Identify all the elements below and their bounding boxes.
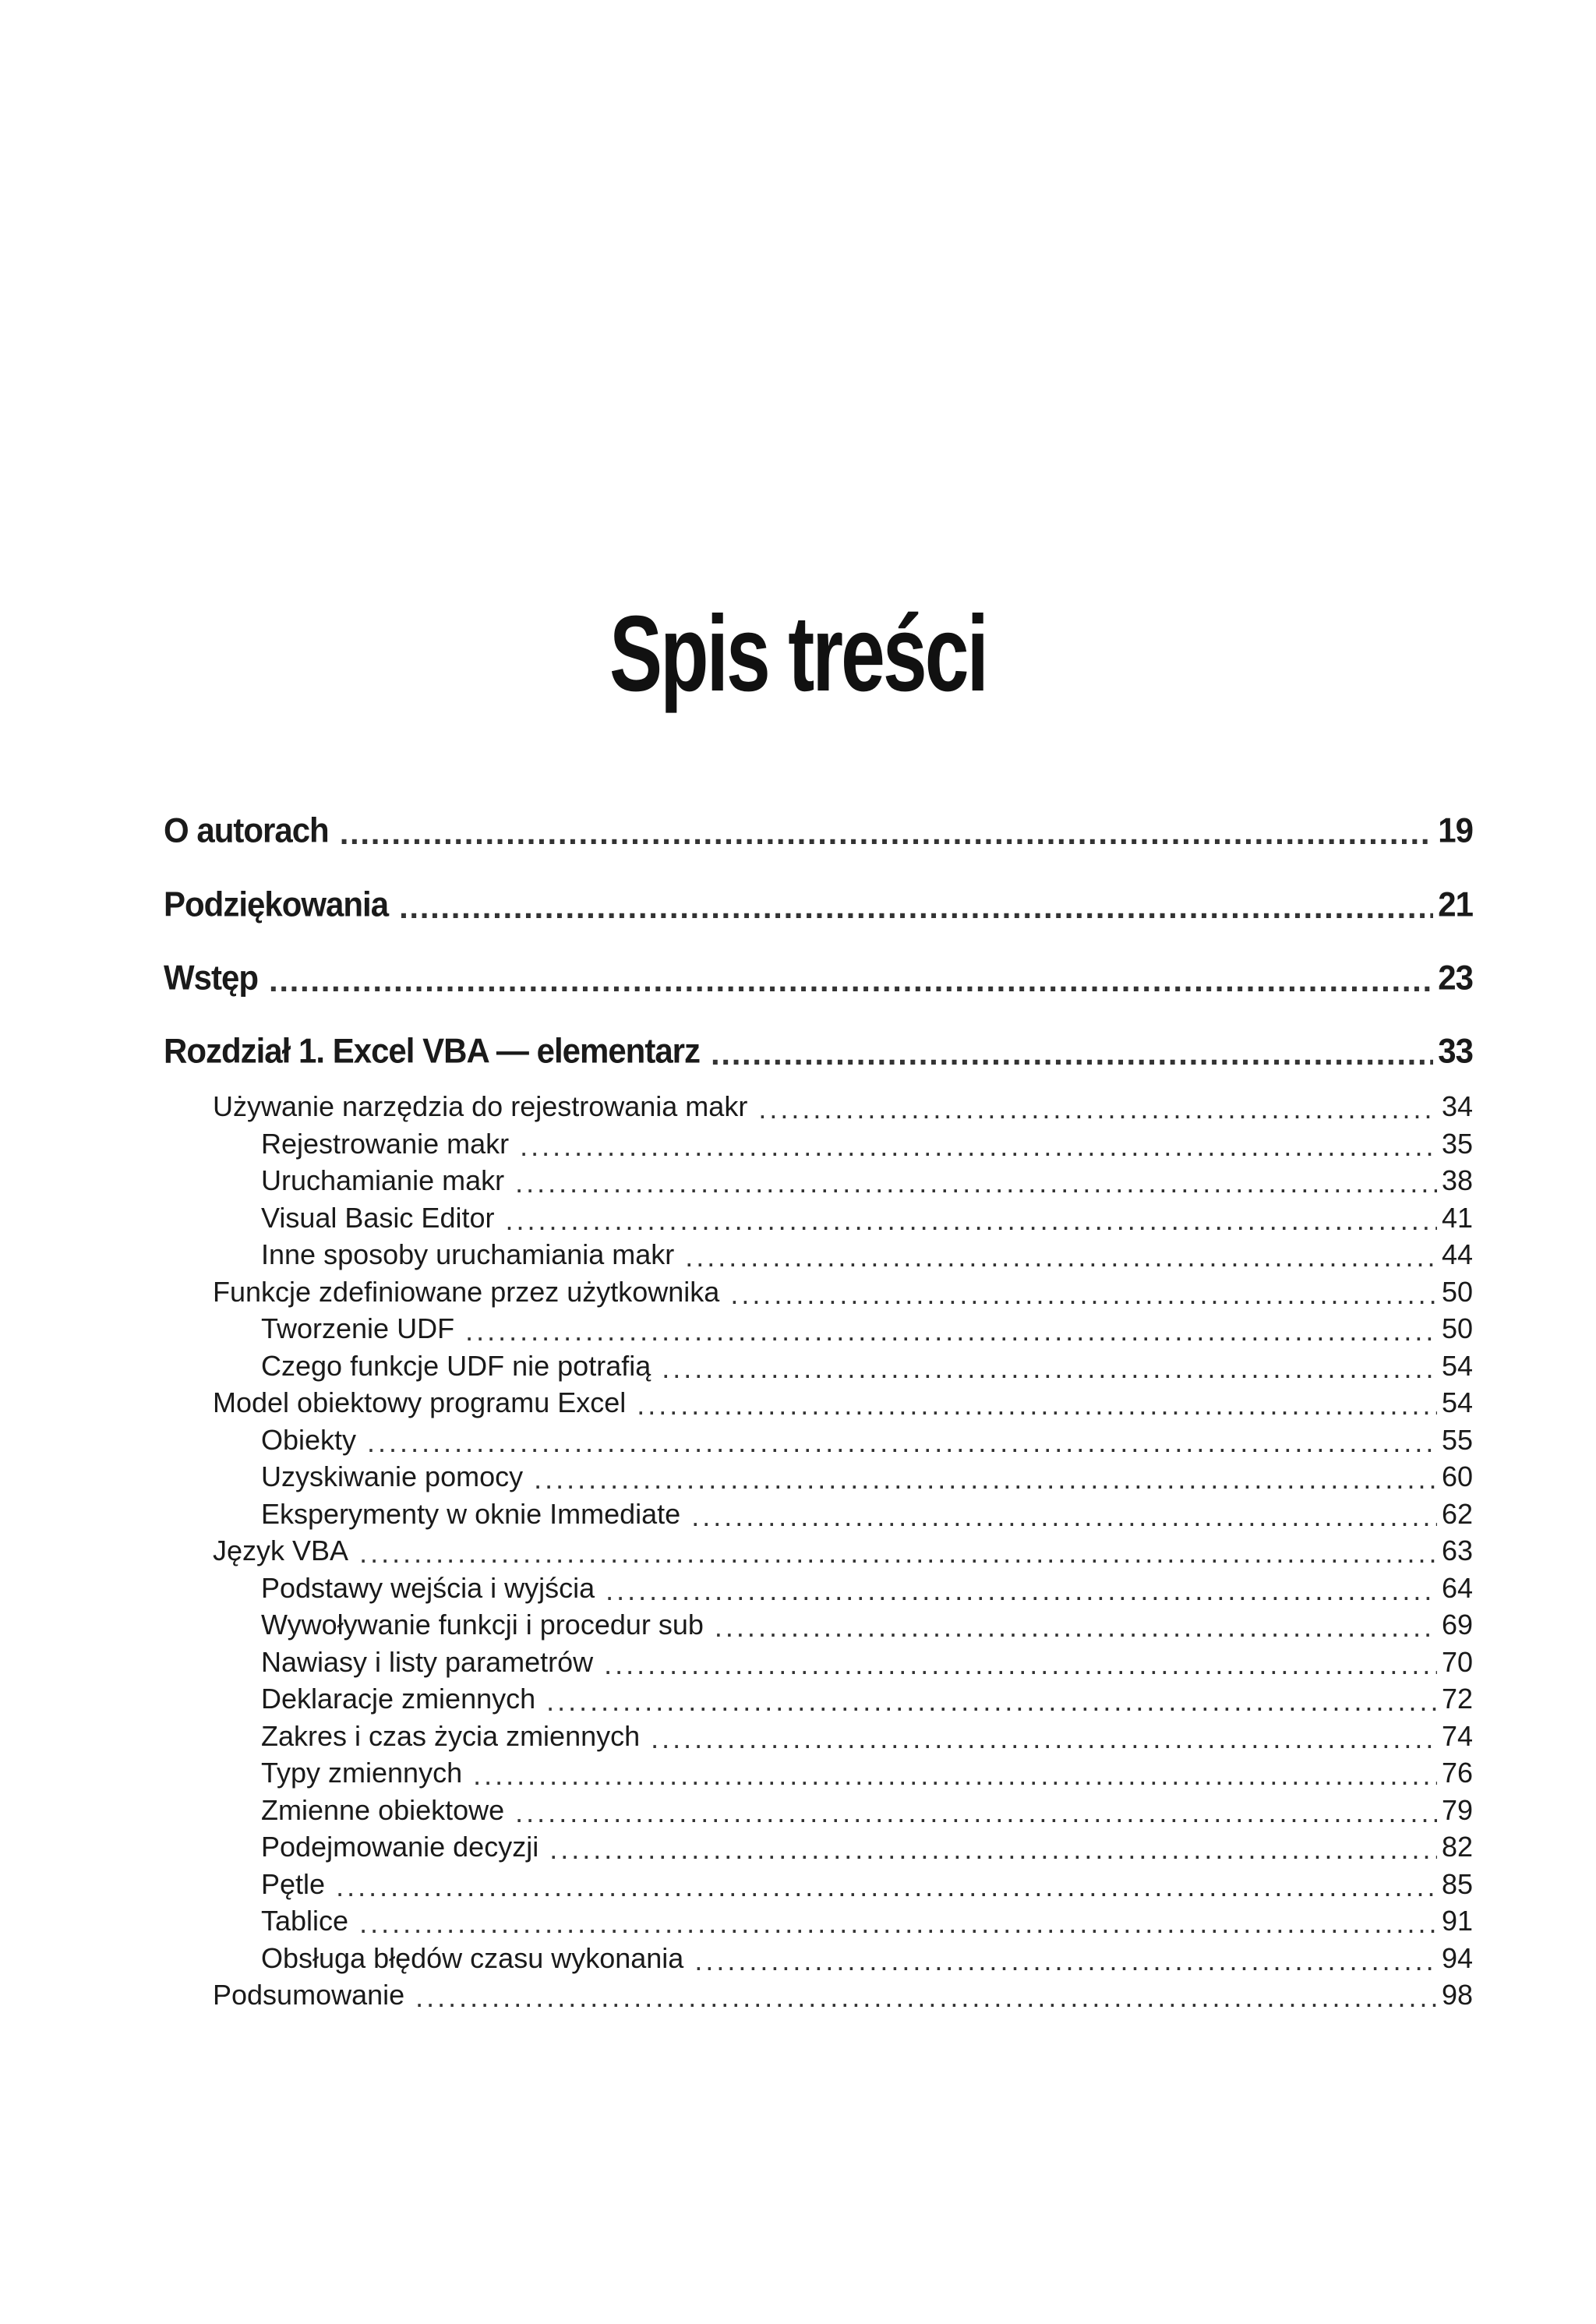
toc-entry-page: 76 [1441,1757,1473,1789]
dot-leader [515,1169,1437,1197]
toc-entry-label: Zmienne obiektowe [261,1794,505,1826]
toc-entry[interactable] [261,1831,1473,1863]
dot-leader [662,1354,1437,1383]
dot-leader [715,1613,1437,1641]
toc-entry-page: 38 [1441,1164,1473,1196]
toc-entry[interactable] [261,1128,1473,1160]
toc-entry[interactable] [213,1090,1473,1123]
toc-entry-page: 50 [1441,1312,1473,1344]
toc-entry-label: Rejestrowanie makr [261,1128,510,1160]
dot-leader [473,1761,1437,1789]
dot-leader [399,891,1433,924]
toc-entry-label: Nawiasy i listy parametrów [261,1646,594,1678]
toc-entry-page: 72 [1441,1683,1473,1715]
dot-leader [515,1799,1437,1827]
toc-entry[interactable] [261,1905,1473,1937]
toc-entry-label: Obsługa błędów czasu wykonania [261,1942,684,1974]
toc-entry-label: Visual Basic Editor [261,1202,495,1234]
dot-leader [711,1037,1433,1070]
toc-entry-label: Podsumowanie [213,1979,405,2011]
toc-entry-label: Podstawy wejścia i wyjścia [261,1572,595,1604]
dot-leader [546,1687,1437,1715]
dot-leader [685,1243,1437,1271]
toc-entry-page: 19 [1438,811,1473,850]
toc-entry-page: 50 [1441,1276,1473,1308]
dot-leader [336,1873,1437,1901]
toc-entry[interactable] [261,1942,1473,1975]
toc-entry-page: 74 [1441,1720,1473,1752]
dot-leader [415,1983,1437,2011]
toc-entry-label: Używanie narzędzia do rejestrowania makr [213,1090,748,1122]
toc-entry[interactable] [213,1979,1473,2011]
dot-leader [549,1835,1437,1863]
toc-entry[interactable] [261,1498,1473,1531]
dot-leader [359,1909,1437,1937]
toc-entry-label: Deklaracje zmiennych [261,1683,536,1715]
toc-entry[interactable] [261,1350,1473,1383]
toc-entry-label: Rozdział 1. Excel VBA — elementarz [164,1031,701,1071]
dot-leader [359,1539,1437,1567]
toc-entry-label: Tworzenie UDF [261,1312,455,1344]
toc-entry-label: Uruchamianie makr [261,1164,505,1196]
toc-entry-label: Podziękowania [164,885,389,924]
toc-entry-page: 54 [1441,1350,1473,1382]
toc-entry-label: Pętle [261,1868,326,1900]
page-title: Spis treści [609,594,987,714]
toc-entry-page: 82 [1441,1831,1473,1863]
dot-leader [340,817,1434,849]
toc-entry[interactable] [261,1868,1473,1901]
toc-entry-label: Uzyskiwanie pomocy [261,1460,524,1492]
dot-leader [604,1651,1437,1679]
toc-entry-page: 64 [1441,1572,1473,1604]
toc-entry-label: Wywoływanie funkcji i procedur sub [261,1609,704,1641]
toc-entry-page: 70 [1441,1646,1473,1678]
dot-leader [367,1429,1437,1457]
toc-entry-label: O autorach [164,811,329,850]
toc-entry-label: Model obiektowy programu Excel [213,1386,627,1418]
dot-leader [637,1391,1437,1419]
toc-entry-page: 44 [1441,1238,1473,1270]
dot-leader [606,1577,1437,1605]
toc-entry-page: 60 [1441,1460,1473,1492]
dot-leader [269,964,1433,997]
toc-entry-label: Zakres i czas życia zmiennych [261,1720,641,1752]
toc-entry-page: 91 [1441,1905,1473,1937]
toc-entry-label: Tablice [261,1905,349,1937]
toc-entry[interactable] [261,1683,1473,1715]
toc-entry-label: Czego funkcje UDF nie potrafią [261,1350,651,1382]
toc-entry-label: Podejmowanie decyzji [261,1831,539,1863]
toc-entry-page: 79 [1441,1794,1473,1826]
toc-entry-rozdzial-1[interactable] [164,1033,1473,1070]
toc-entry[interactable] [261,1238,1473,1271]
toc-entry-page: 63 [1441,1535,1473,1566]
dot-leader [520,1132,1437,1160]
dot-leader [505,1206,1436,1234]
toc-entry[interactable] [261,1609,1473,1641]
toc-entry[interactable] [261,1572,1473,1605]
toc-entry[interactable] [261,1202,1473,1234]
toc-entry[interactable] [261,1757,1473,1789]
toc-entry-page: 62 [1441,1498,1473,1530]
toc-entry-label: Eksperymenty w oknie Immediate [261,1498,681,1530]
toc-entry-o-autorach[interactable] [164,812,1473,849]
toc-entry[interactable] [213,1386,1473,1419]
toc-entry-page: 33 [1438,1031,1473,1071]
dot-leader [651,1725,1437,1753]
toc-entry-label: Obiekty [261,1424,357,1456]
dot-leader [730,1280,1437,1309]
toc-entry-wstep[interactable] [164,959,1473,997]
toc-entry[interactable] [261,1460,1473,1493]
dot-leader [758,1095,1437,1123]
toc-entry-page: 21 [1438,885,1473,924]
toc-entry-label: Wstęp [164,958,258,998]
toc-entry[interactable] [261,1794,1473,1827]
toc-entry[interactable] [261,1720,1473,1753]
toc-entry-label: Inne sposoby uruchamiania makr [261,1238,675,1270]
toc-entry-page: 54 [1441,1386,1473,1418]
toc-entry-page: 85 [1441,1868,1473,1900]
toc-entry[interactable] [261,1646,1473,1679]
toc-entry-page: 35 [1441,1128,1473,1160]
dot-leader [534,1465,1437,1493]
toc-entry-page: 98 [1441,1979,1473,2011]
dot-leader [691,1503,1437,1531]
toc-entry-page: 23 [1438,958,1473,998]
toc-entry-page: 41 [1441,1202,1473,1234]
toc-entry-podziekowania[interactable] [164,886,1473,924]
toc-entry-page: 69 [1441,1609,1473,1641]
toc-entry-page: 34 [1441,1090,1473,1122]
toc-entry[interactable] [261,1312,1473,1345]
toc-entry[interactable] [261,1164,1473,1197]
toc-entry-label: Język VBA [213,1535,349,1566]
toc-entry-label: Funkcje zdefiniowane przez użytkownika [213,1276,720,1308]
toc-entry-page: 94 [1441,1942,1473,1974]
dot-leader [694,1947,1437,1975]
dot-leader [465,1317,1437,1345]
toc-entry[interactable] [213,1535,1473,1567]
toc-entry-label: Typy zmiennych [261,1757,463,1789]
toc-entry[interactable] [213,1276,1473,1309]
toc-entry[interactable] [261,1424,1473,1457]
toc-entry-page: 55 [1441,1424,1473,1456]
